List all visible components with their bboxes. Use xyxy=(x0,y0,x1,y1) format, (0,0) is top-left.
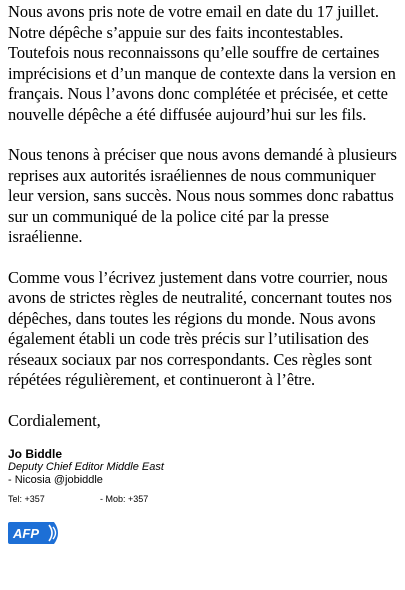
signature-phones xyxy=(8,494,397,505)
afp-logo xyxy=(8,522,62,544)
afp-logo-icon xyxy=(8,522,62,544)
signature-mob: - Mob: +357 xyxy=(100,494,149,504)
signature-role: Deputy Chief Editor Middle East xyxy=(8,461,164,473)
afp-logo-text: AFP xyxy=(13,526,39,541)
paragraph-1: Nous avons pris note de votre email en date du 17 juillet. Notre dépêche s’appuie sur des faits incontestables. Toutefois nous reconnaissons qu’elle souffre de certaines imprécisions et d’un manque de contexte dans la version en français. Nous l’avons donc complétée et précisée, et cette nouvelle dépêche a été diffusée aujourd’hui sur les fils. xyxy=(8,2,396,124)
paragraph-2: Nous tenons à préciser que nous avons demandé à plusieurs reprises aux autorités israéliennes de nous communiquer leur version, sans succès. Nous nous sommes donc rabattus sur un communiqué de la police cité par la presse israélienne. xyxy=(8,145,397,246)
signature-tel: Tel: +357 xyxy=(8,494,45,504)
signature-block xyxy=(8,447,397,544)
paragraph-3: Comme vous l’écrivez justement dans votre courrier, nous avons de strictes règles de neutralité, concernant toutes nos dépêches, dans toutes les régions du monde. Nous avons également établi un code très précis sur l’utilisation des réseaux sociaux par nos correspondants. Ces règles sont répétées régulièrement, et continueront à l’être. xyxy=(8,267,392,389)
signature-name: Jo Biddle xyxy=(8,447,63,461)
closing: Cordialement, xyxy=(8,410,101,430)
signature-location: - Nicosia @jobiddle xyxy=(8,474,103,486)
